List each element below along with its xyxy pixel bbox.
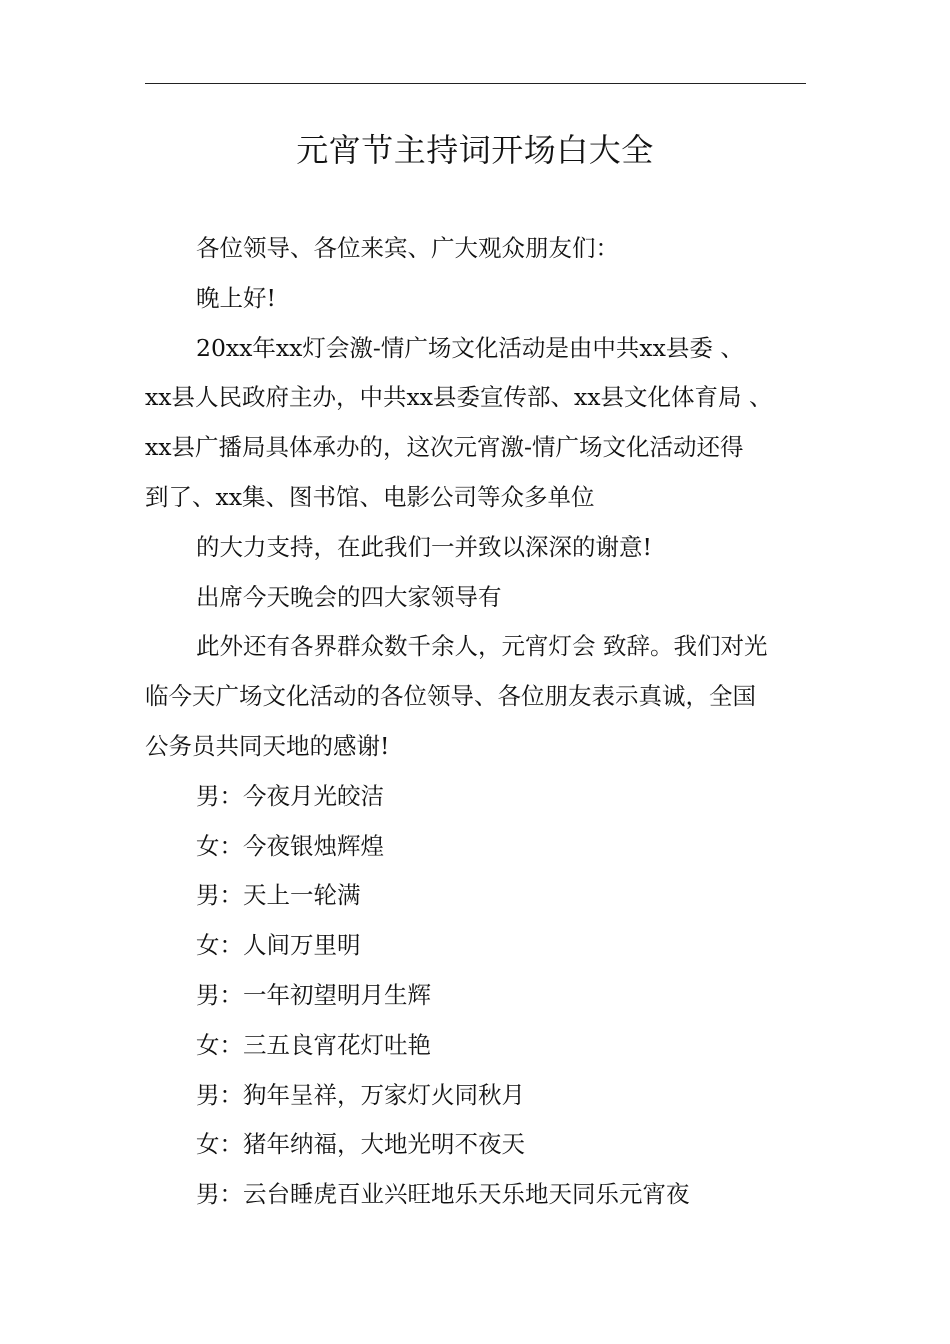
text-line: xx县广播局具体承办的，这次元宵激-情广场文化活动还得 <box>145 433 744 462</box>
dialogue-line: 男：云台睡虎百业兴旺地乐天乐地天同乐元宵夜 <box>196 1180 690 1209</box>
text-line: 公务员共同天地的感谢! <box>145 731 390 760</box>
dialogue-line: 男：狗年呈祥，万家灯火同秋月 <box>196 1080 525 1109</box>
text-line: 各位领导、各位来宾、广大观众朋友们： <box>196 234 619 262</box>
document-title: 元宵节主持词开场白大全 <box>296 131 654 169</box>
dialogue-line: 男：今夜月光皎洁 <box>196 781 384 810</box>
text-line: 临今天广场文化活动的各位领导、各位朋友表示真诚，全国 <box>145 682 756 711</box>
text-line: 20xx年xx灯会激-情广场文化活动是由中共xx县委 、 <box>196 333 744 362</box>
text-line: 的大力支持，在此我们一并致以深深的谢意! <box>196 532 652 561</box>
dialogue-line: 女：三五良宵花灯吐艳 <box>196 1030 431 1059</box>
document-body <box>145 224 806 1220</box>
text-line: 此外还有各界群众数千余人，元宵灯会 致辞。我们对光 <box>196 632 768 661</box>
text-line: 晚上好! <box>196 283 276 312</box>
dialogue-line: 男：天上一轮满 <box>196 881 361 910</box>
dialogue-line: 女：今夜银烛辉煌 <box>196 831 384 860</box>
text-line: 出席今天晚会的四大家领导有 <box>196 582 502 611</box>
header-rule <box>145 83 806 84</box>
dialogue-line: 男：一年初望明月生辉 <box>196 980 431 1009</box>
text-line: xx县人民政府主办，中共xx县委宣传部、xx县文化体育局 、 <box>145 383 773 412</box>
text-line: 到了、xx集、图书馆、电影公司等众多单位 <box>145 482 595 511</box>
dialogue-line: 女：人间万里明 <box>196 931 361 960</box>
dialogue-line: 女：猪年纳福，大地光明不夜天 <box>196 1130 525 1159</box>
